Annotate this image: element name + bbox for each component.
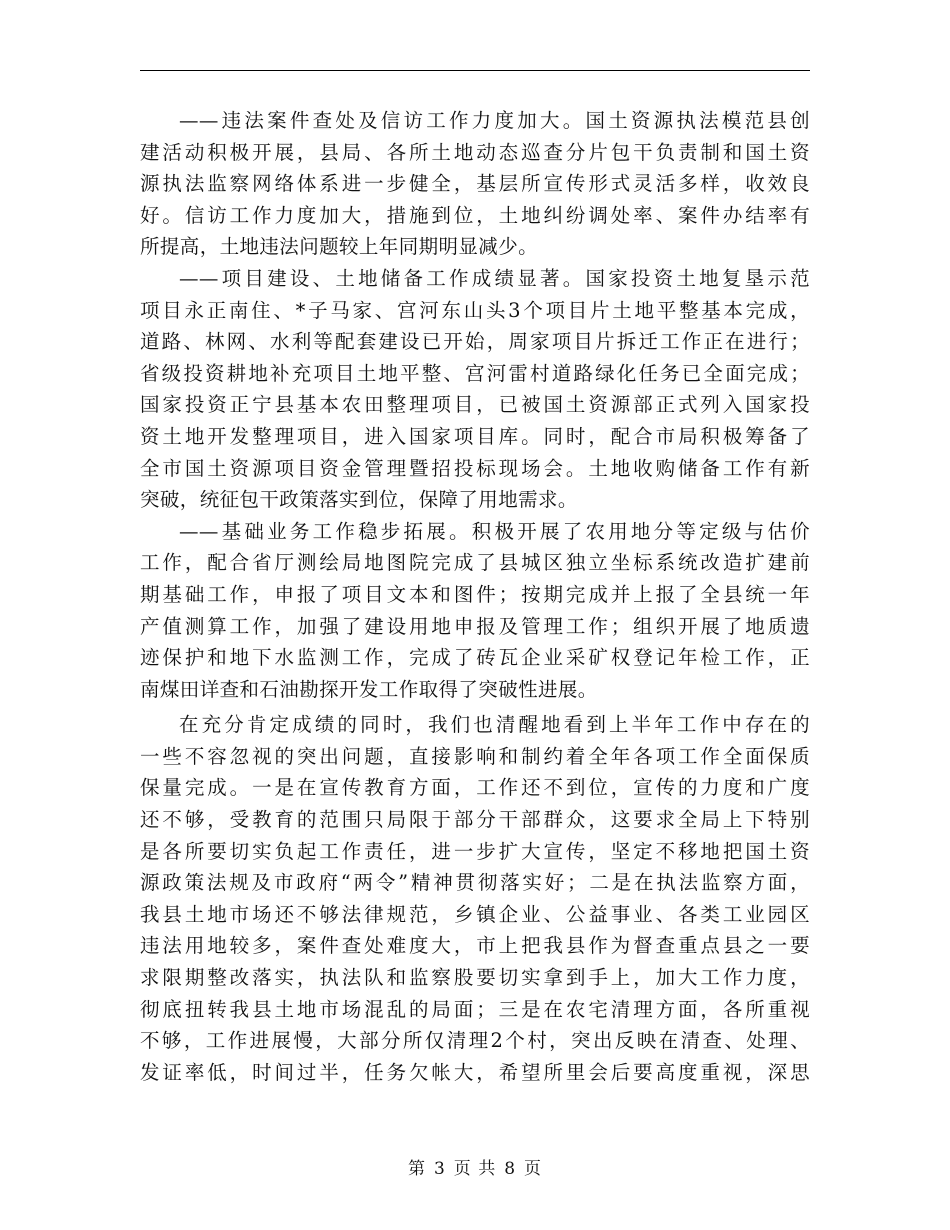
- text-line: 产值测算工作，加强了建设用地申报及管理工作；组织开展了地质遗: [140, 614, 810, 638]
- text-line: 所提高，土地违法问题较上年同期明显减少。: [140, 235, 539, 259]
- text-line: 一些不容忽视的突出问题，直接影响和制约着全年各项工作全面保质: [140, 744, 810, 768]
- text-line: 不够，工作进展慢，大部分所仅清理2个村，突出反映在清查、处理、: [140, 1029, 810, 1053]
- current-page-number: 3: [433, 1159, 446, 1179]
- text-line: 彻底扭转我县土地市场混乱的局面；三是在农宅清理方面，各所重视: [140, 997, 810, 1021]
- text-line: 省级投资耕地补充项目土地平整、宫河雷村道路绿化任务已全面完成；: [140, 361, 810, 385]
- text-line: 还不够，受教育的范围只局限于部分干部群众，这要求全局上下特别: [140, 808, 810, 832]
- paragraph-case-handling: [140, 105, 810, 263]
- page-label-mid: 页 共: [453, 1159, 497, 1179]
- text-line: 南煤田详查和石油勘探开发工作取得了突破性进展。: [140, 677, 598, 701]
- total-pages-number: 8: [504, 1159, 517, 1179]
- text-line: 发证率低，时间过半，任务欠帐大，希望所里会后要高度重视，深思: [140, 1060, 810, 1084]
- text-line: 违法用地较多，案件查处难度大，市上把我县作为督查重点县之一要: [140, 934, 810, 958]
- text-line: 国家投资正宁县基本农田整理项目，已被国土资源部正式列入国家投: [140, 393, 810, 417]
- text-line: 道路、林网、水利等配套建设已开始，周家项目片拆迁工作正在进行；: [140, 330, 810, 354]
- text-line: 在充分肯定成绩的同时，我们也清醒地看到上半年工作中存在的: [179, 713, 810, 737]
- document-body: [140, 105, 810, 1088]
- paragraph-problems: [140, 709, 810, 1088]
- text-line: 项目永正南住、*子马家、宫河东山头3个项目片土地平整基本完成，: [140, 298, 810, 322]
- text-line: 迹保护和地下水监测工作，完成了砖瓦企业采矿权登记年检工作，正: [140, 646, 810, 670]
- text-line: 建活动积极开展，县局、各所土地动态巡查分片包干负责制和国土资: [140, 140, 810, 164]
- text-line: 工作，配合省厅测绘局地图院完成了县城区独立坐标系统改造扩建前: [140, 551, 810, 575]
- text-line: 资土地开发整理项目，进入国家项目库。同时，配合市局积极筹备了: [140, 424, 810, 448]
- text-line: ——违法案件查处及信访工作力度加大。国土资源执法模范县创: [179, 109, 810, 132]
- text-line: ——项目建设、土地储备工作成绩显著。国家投资土地复垦示范: [179, 266, 810, 290]
- text-line: 是各所要切实负起工作责任，进一步扩大宣传，坚定不移地把国土资: [140, 839, 810, 863]
- text-line: 求限期整改落实，执法队和监察股要切实拿到手上，加大工作力度，: [140, 966, 810, 990]
- text-line: 期基础工作，申报了项目文本和图件；按期完成并上报了全县统一年: [140, 582, 810, 606]
- text-line: 源执法监察网络体系进一步健全，基层所宣传形式灵活多样，收效良: [140, 172, 810, 196]
- paragraph-project-construction: [140, 263, 810, 516]
- text-line: ——基础业务工作稳步拓展。积极开展了农用地分等定级与估价: [179, 519, 810, 543]
- page-footer: [0, 1154, 950, 1179]
- page-label-suffix: 页: [524, 1159, 543, 1179]
- page-label-prefix: 第: [407, 1159, 426, 1179]
- text-line: 我县土地市场还不够法律规范，乡镇企业、公益事业、各类工业园区: [140, 902, 810, 926]
- header-rule: [140, 70, 810, 71]
- text-line: 好。信访工作力度加大，措施到位，土地纠纷调处率、案件办结率有: [140, 203, 810, 227]
- text-line: 全市国土资源项目资金管理暨招投标现场会。土地收购储备工作有新: [140, 456, 810, 480]
- text-line: 源政策法规及市政府“两令”精神贯彻落实好；二是在执法监察方面，: [140, 871, 810, 895]
- text-line: 突破，统征包干政策落实到位，保障了用地需求。: [140, 488, 578, 512]
- paragraph-basic-business: [140, 516, 810, 706]
- text-line: 保量完成。一是在宣传教育方面，工作还不到位，宣传的力度和广度: [140, 776, 810, 800]
